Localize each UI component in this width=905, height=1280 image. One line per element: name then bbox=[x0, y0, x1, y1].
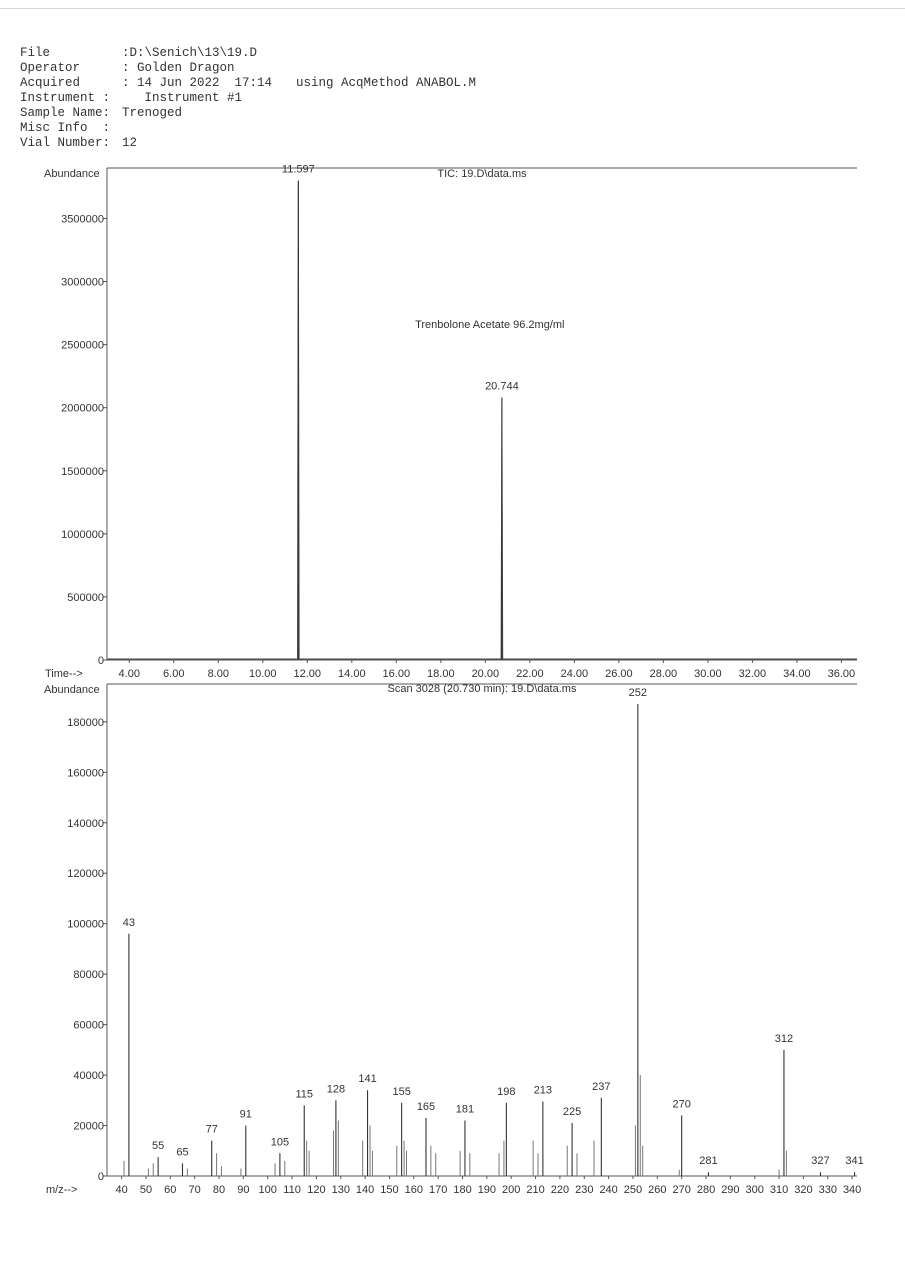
x-tick-label: 230 bbox=[575, 1184, 594, 1196]
header-value: : 14 Jun 2022 17:14 bbox=[122, 76, 273, 90]
x-axis-label: m/z--> bbox=[46, 1184, 78, 1196]
x-tick-label: 18.00 bbox=[427, 668, 455, 680]
x-tick-label: 8.00 bbox=[207, 668, 229, 680]
y-tick-label: 100000 bbox=[67, 918, 104, 931]
x-tick-label: 270 bbox=[672, 1184, 691, 1196]
x-tick-label: 200 bbox=[502, 1184, 521, 1196]
peak-label: 105 bbox=[270, 1136, 290, 1149]
peak-label: 43 bbox=[122, 916, 136, 929]
x-tick-label: 290 bbox=[721, 1184, 740, 1196]
peak-label: 155 bbox=[392, 1085, 411, 1098]
x-tick-label: 160 bbox=[404, 1184, 423, 1196]
y-tick-label: 20000 bbox=[73, 1120, 104, 1133]
x-tick-label: 310 bbox=[769, 1184, 789, 1196]
tic-trace bbox=[107, 181, 857, 659]
x-tick-label: 90 bbox=[237, 1184, 250, 1196]
y-tick-label: 0 bbox=[97, 1171, 104, 1183]
chart-title: TIC: 19.D\data.ms bbox=[437, 168, 527, 180]
y-tick-label: 120000 bbox=[67, 868, 104, 881]
y-tick-label: 1500000 bbox=[61, 465, 104, 478]
x-tick-label: 260 bbox=[648, 1184, 667, 1196]
y-tick-label: 3500000 bbox=[61, 213, 104, 226]
chart-title: Scan 3028 (20.730 min): 19.D\data.ms bbox=[387, 683, 577, 695]
x-tick-label: 26.00 bbox=[605, 668, 633, 680]
x-tick-label: 20.00 bbox=[471, 668, 500, 680]
peak-label: 213 bbox=[533, 1084, 553, 1097]
x-tick-label: 180 bbox=[453, 1184, 472, 1196]
header-method: using AcqMethod ANABOL.M bbox=[296, 76, 477, 90]
x-tick-label: 6.00 bbox=[163, 668, 185, 680]
x-tick-label: 130 bbox=[331, 1184, 350, 1196]
header-value: :D:\Senich\13\19.D bbox=[122, 46, 258, 60]
y-axis-label: Abundance bbox=[44, 168, 100, 180]
header-key: File bbox=[20, 46, 51, 60]
x-axis-label: Time--> bbox=[45, 668, 83, 680]
peak-label: 65 bbox=[176, 1146, 189, 1159]
peak-label: 237 bbox=[592, 1080, 611, 1093]
peak-label: 77 bbox=[205, 1123, 218, 1136]
y-tick-label: 2000000 bbox=[61, 402, 104, 415]
x-tick-label: 220 bbox=[550, 1184, 570, 1196]
peak-label: 115 bbox=[295, 1088, 314, 1101]
header-value: Instrument #1 bbox=[122, 91, 243, 105]
x-tick-label: 330 bbox=[818, 1184, 837, 1196]
x-tick-label: 280 bbox=[696, 1184, 716, 1196]
x-tick-label: 24.00 bbox=[560, 668, 589, 680]
x-tick-label: 70 bbox=[188, 1184, 201, 1196]
x-tick-label: 120 bbox=[307, 1184, 326, 1196]
x-tick-label: 12.00 bbox=[293, 668, 322, 680]
x-tick-label: 28.00 bbox=[649, 668, 678, 680]
y-tick-label: 180000 bbox=[67, 716, 104, 729]
x-tick-label: 170 bbox=[428, 1184, 448, 1196]
x-tick-label: 50 bbox=[139, 1184, 153, 1196]
x-tick-label: 30.00 bbox=[694, 668, 722, 680]
y-tick-label: 80000 bbox=[73, 969, 104, 982]
header-key: Acquired bbox=[20, 76, 81, 90]
y-tick-label: 1000000 bbox=[61, 528, 104, 541]
x-tick-label: 340 bbox=[842, 1184, 862, 1196]
x-tick-label: 250 bbox=[623, 1184, 643, 1196]
header-value: Trenoged bbox=[122, 106, 183, 120]
x-tick-label: 14.00 bbox=[338, 668, 366, 680]
header-key: Sample Name: bbox=[20, 106, 111, 120]
y-tick-label: 140000 bbox=[67, 817, 104, 830]
peak-label: 270 bbox=[672, 1098, 691, 1111]
y-tick-label: 40000 bbox=[73, 1070, 104, 1083]
x-tick-label: 80 bbox=[212, 1184, 226, 1196]
header-key: Instrument : bbox=[20, 91, 111, 105]
peak-label: 327 bbox=[811, 1155, 830, 1168]
peak-label: 20.744 bbox=[485, 380, 519, 393]
y-tick-label: 160000 bbox=[67, 767, 104, 780]
y-tick-label: 0 bbox=[97, 655, 104, 667]
y-tick-label: 60000 bbox=[73, 1019, 104, 1032]
x-tick-label: 32.00 bbox=[738, 668, 767, 680]
compound-annotation: Trenbolone Acetate 96.2mg/ml bbox=[415, 319, 565, 332]
header-value: 12 bbox=[122, 136, 138, 150]
peak-label: 128 bbox=[326, 1083, 346, 1096]
x-tick-label: 110 bbox=[283, 1184, 301, 1196]
x-tick-label: 4.00 bbox=[118, 668, 140, 680]
y-tick-label: 2500000 bbox=[61, 339, 104, 352]
x-tick-label: 34.00 bbox=[783, 668, 811, 680]
peak-label: 198 bbox=[497, 1085, 516, 1098]
peak-label: 11.597 bbox=[281, 163, 315, 176]
x-tick-label: 240 bbox=[599, 1184, 618, 1196]
peak-label: 55 bbox=[152, 1140, 165, 1153]
x-tick-label: 16.00 bbox=[382, 668, 411, 680]
x-tick-label: 100 bbox=[258, 1184, 277, 1196]
header-key: Operator bbox=[20, 61, 81, 75]
y-axis-label: Abundance bbox=[44, 684, 100, 696]
x-tick-label: 22.00 bbox=[516, 668, 544, 680]
peak-label: 141 bbox=[358, 1073, 377, 1086]
x-tick-label: 40 bbox=[115, 1184, 128, 1196]
x-tick-label: 300 bbox=[745, 1184, 764, 1196]
header-key: Vial Number: bbox=[20, 136, 111, 150]
x-tick-label: 36.00 bbox=[827, 668, 856, 680]
peak-label: 281 bbox=[699, 1155, 718, 1168]
x-tick-label: 150 bbox=[380, 1184, 399, 1196]
x-tick-label: 190 bbox=[477, 1184, 497, 1196]
x-tick-label: 210 bbox=[526, 1184, 545, 1196]
peak-label: 252 bbox=[628, 687, 648, 700]
y-tick-label: 3000000 bbox=[61, 276, 104, 289]
y-tick-label: 500000 bbox=[67, 591, 104, 604]
peak-label: 225 bbox=[562, 1106, 582, 1119]
peak-label: 91 bbox=[239, 1108, 252, 1121]
x-tick-label: 320 bbox=[794, 1184, 813, 1196]
x-tick-label: 10.00 bbox=[249, 668, 277, 680]
peak-label: 312 bbox=[774, 1032, 794, 1045]
peak-label: 165 bbox=[416, 1100, 436, 1113]
header-value: : Golden Dragon bbox=[122, 61, 235, 75]
x-tick-label: 140 bbox=[355, 1184, 375, 1196]
x-tick-label: 60 bbox=[164, 1184, 177, 1196]
peak-label: 181 bbox=[455, 1103, 475, 1116]
peak-label: 341 bbox=[845, 1155, 864, 1168]
header-key: Misc Info : bbox=[20, 121, 111, 135]
